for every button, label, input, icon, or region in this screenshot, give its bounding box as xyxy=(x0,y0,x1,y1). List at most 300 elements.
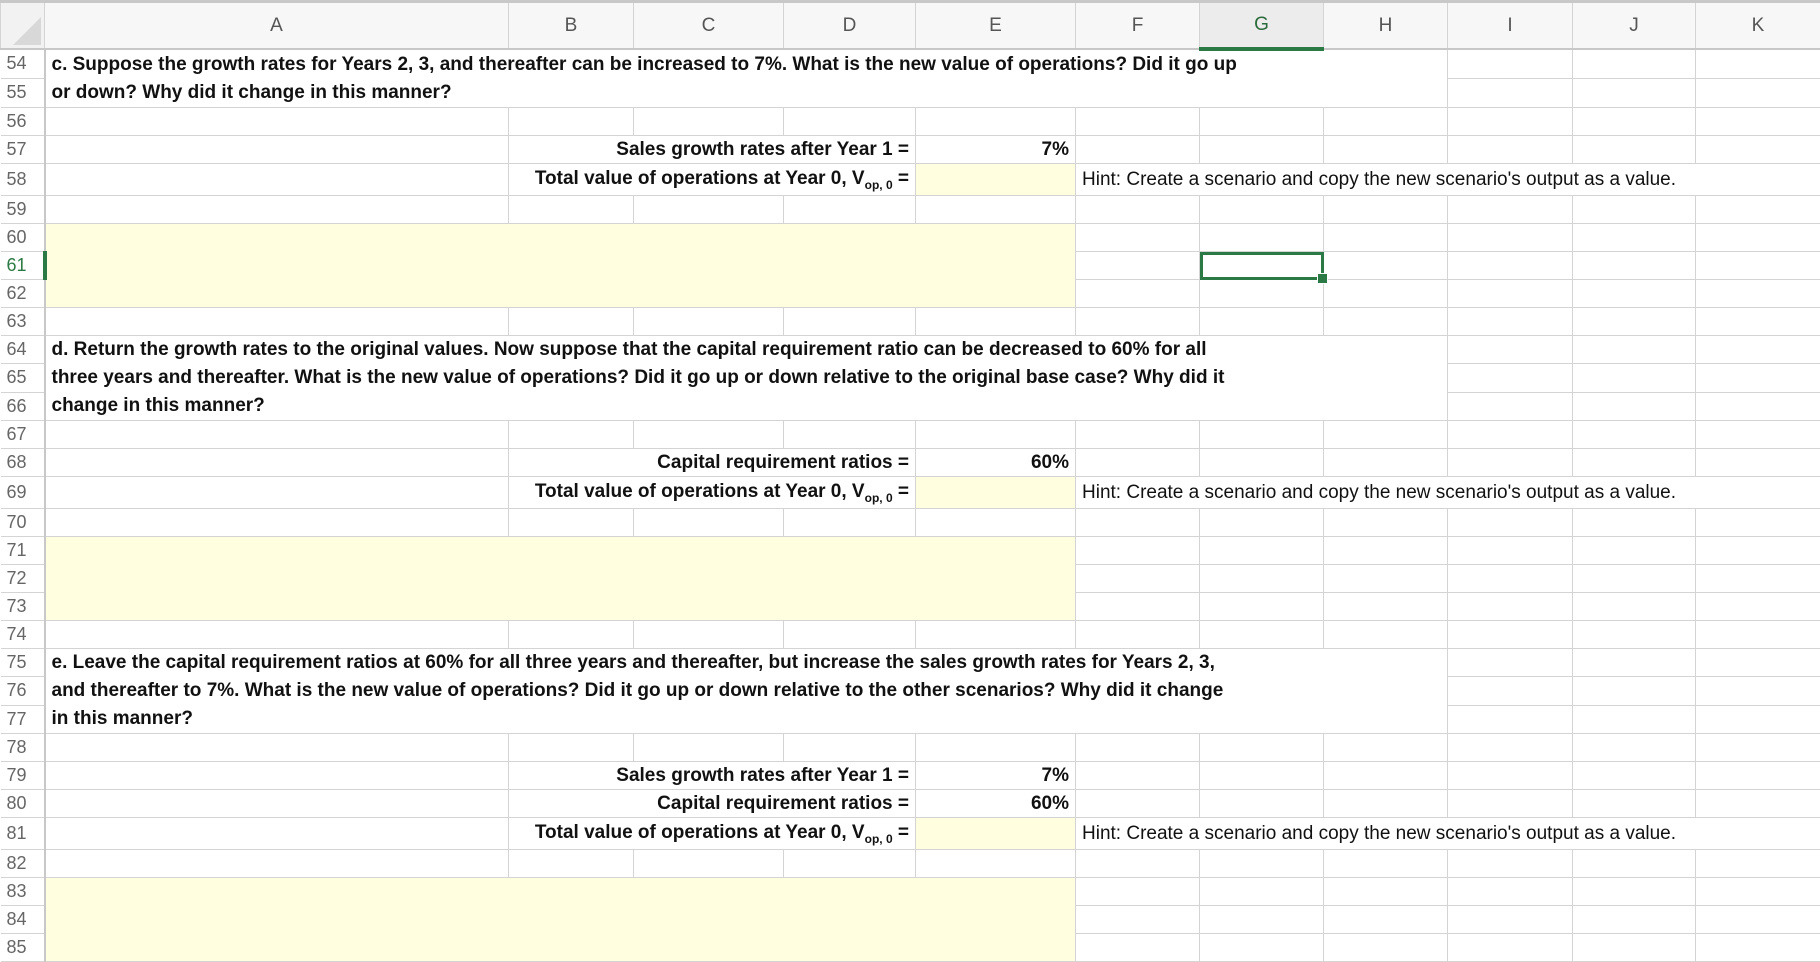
cell-g[interactable] xyxy=(1200,509,1324,537)
cell-j[interactable] xyxy=(1573,649,1696,677)
cell-h[interactable] xyxy=(1324,906,1448,934)
cell-j[interactable] xyxy=(1573,621,1696,649)
cell-h[interactable] xyxy=(1324,790,1448,818)
cell-g[interactable] xyxy=(1200,878,1324,906)
cell-i[interactable] xyxy=(1448,850,1573,878)
question-line: c. Suppose the growth rates for Years 2, 3, and thereafter can be increased to 7%. What is the new value of operations? Did it go up xyxy=(52,51,1442,79)
cell-a[interactable] xyxy=(45,734,509,762)
column-header-a[interactable]: A xyxy=(45,2,509,50)
cell-k[interactable] xyxy=(1696,196,1820,224)
row-header[interactable]: 68 xyxy=(1,449,45,477)
cell-h[interactable] xyxy=(1324,252,1448,280)
cell-j[interactable] xyxy=(1573,449,1696,477)
cell-g[interactable] xyxy=(1200,762,1324,790)
cell-f[interactable] xyxy=(1076,308,1200,336)
column-header-c[interactable]: C xyxy=(634,2,784,50)
cell-f[interactable] xyxy=(1076,593,1200,621)
cell-i[interactable] xyxy=(1448,421,1573,449)
cell-a[interactable] xyxy=(45,449,509,477)
cell-f[interactable] xyxy=(1076,421,1200,449)
cell-h[interactable] xyxy=(1324,196,1448,224)
cell-g[interactable] xyxy=(1200,108,1324,136)
cell-a[interactable] xyxy=(45,164,509,196)
row-header[interactable]: 57 xyxy=(1,136,45,164)
cell-f[interactable] xyxy=(1076,136,1200,164)
label-sales-growth[interactable]: Sales growth rates after Year 1 = xyxy=(509,762,916,790)
total-value-label: Total value of operations at Year 0, V xyxy=(535,481,865,502)
sheet-row xyxy=(1,308,1820,336)
cell-d[interactable] xyxy=(784,308,916,336)
label-total-value-d[interactable] xyxy=(509,477,916,509)
row-header[interactable]: 62 xyxy=(1,280,45,308)
row-header[interactable]: 81 xyxy=(1,818,45,850)
row-header[interactable]: 66 xyxy=(1,392,45,420)
cell-g[interactable] xyxy=(1200,224,1324,252)
cell-h[interactable] xyxy=(1324,224,1448,252)
cell-j[interactable] xyxy=(1573,790,1696,818)
cell-j[interactable] xyxy=(1573,196,1696,224)
cell-g[interactable] xyxy=(1200,449,1324,477)
cell-b[interactable] xyxy=(509,621,634,649)
cell-i[interactable] xyxy=(1448,565,1573,593)
sheet-row xyxy=(1,108,1820,136)
cell-i[interactable] xyxy=(1448,878,1573,906)
total-value-input-e[interactable] xyxy=(916,818,1076,850)
cell-a[interactable] xyxy=(45,850,509,878)
cell-b[interactable] xyxy=(509,421,634,449)
cell-h[interactable] xyxy=(1324,421,1448,449)
cell-e[interactable] xyxy=(916,850,1076,878)
cell-a[interactable] xyxy=(45,308,509,336)
cell-g[interactable] xyxy=(1200,280,1324,308)
row-header[interactable]: 70 xyxy=(1,509,45,537)
cell-k[interactable] xyxy=(1696,49,1820,78)
cell-e[interactable] xyxy=(916,108,1076,136)
cell-d[interactable] xyxy=(784,734,916,762)
cell-j[interactable] xyxy=(1573,392,1696,420)
cell-f[interactable] xyxy=(1076,509,1200,537)
row-header[interactable]: 84 xyxy=(1,906,45,934)
row-header[interactable]: 56 xyxy=(1,108,45,136)
cell-f[interactable] xyxy=(1076,621,1200,649)
fill-handle[interactable] xyxy=(1317,273,1328,284)
column-header-d[interactable]: D xyxy=(784,2,916,50)
row-header[interactable]: 82 xyxy=(1,850,45,878)
cell-e[interactable] xyxy=(916,509,1076,537)
cell-c[interactable] xyxy=(634,850,784,878)
sheet-row xyxy=(1,649,1820,677)
cell-i[interactable] xyxy=(1448,196,1573,224)
row-header[interactable]: 76 xyxy=(1,677,45,705)
question-line: and thereafter to 7%. What is the new value of operations? Did it go up or down relative to the other scenarios? Why did it change xyxy=(52,677,1442,705)
cell-j[interactable] xyxy=(1573,593,1696,621)
cell-g[interactable] xyxy=(1200,621,1324,649)
cell-k[interactable] xyxy=(1696,593,1820,621)
column-header-g[interactable]: G xyxy=(1200,2,1324,50)
cell-j[interactable] xyxy=(1573,108,1696,136)
cell-g[interactable] xyxy=(1200,136,1324,164)
row-header[interactable]: 71 xyxy=(1,537,45,565)
cell-k[interactable] xyxy=(1696,621,1820,649)
cell-h[interactable] xyxy=(1324,509,1448,537)
cell-h[interactable] xyxy=(1324,621,1448,649)
question-line: change in this manner? xyxy=(52,392,1442,420)
column-header-f[interactable]: F xyxy=(1076,2,1200,50)
cell-k[interactable] xyxy=(1696,336,1820,364)
cell-k[interactable] xyxy=(1696,252,1820,280)
cell-j[interactable] xyxy=(1573,336,1696,364)
row-header[interactable]: 83 xyxy=(1,878,45,906)
total-value-input-c[interactable] xyxy=(916,164,1076,196)
cell-f[interactable] xyxy=(1076,734,1200,762)
cell-k[interactable] xyxy=(1696,224,1820,252)
cell-j[interactable] xyxy=(1573,252,1696,280)
cell-j[interactable] xyxy=(1573,734,1696,762)
sheet-row xyxy=(1,790,1820,818)
total-value-equals: = xyxy=(893,822,909,843)
row-header[interactable]: 85 xyxy=(1,934,45,962)
sheet-row xyxy=(1,164,1820,196)
cell-j[interactable] xyxy=(1573,705,1696,733)
cell-k[interactable] xyxy=(1696,790,1820,818)
cell-e[interactable] xyxy=(916,421,1076,449)
cell-f[interactable] xyxy=(1076,224,1200,252)
answer-area-c[interactable] xyxy=(45,224,1076,308)
cell-j[interactable] xyxy=(1573,934,1696,962)
cell-j[interactable] xyxy=(1573,308,1696,336)
cell-i[interactable] xyxy=(1448,280,1573,308)
cell-j[interactable] xyxy=(1573,537,1696,565)
cell-h[interactable] xyxy=(1324,308,1448,336)
cell-d[interactable] xyxy=(784,421,916,449)
hint-text-e[interactable]: Hint: Create a scenario and copy the new scenario's output as a value. xyxy=(1076,818,1820,850)
row-header[interactable]: 80 xyxy=(1,790,45,818)
cell-i[interactable] xyxy=(1448,252,1573,280)
cell-j[interactable] xyxy=(1573,421,1696,449)
row-header[interactable]: 77 xyxy=(1,705,45,733)
row-header[interactable]: 64 xyxy=(1,336,45,364)
row-header[interactable]: 73 xyxy=(1,593,45,621)
row-header[interactable]: 69 xyxy=(1,477,45,509)
cell-b[interactable] xyxy=(509,850,634,878)
cell-h[interactable] xyxy=(1324,934,1448,962)
row-header[interactable]: 75 xyxy=(1,649,45,677)
sheet-row xyxy=(1,734,1820,762)
column-header-b[interactable]: B xyxy=(509,2,634,50)
cell-i[interactable] xyxy=(1448,677,1573,705)
cell-c[interactable] xyxy=(634,421,784,449)
cell-b[interactable] xyxy=(509,734,634,762)
cell-h[interactable] xyxy=(1324,850,1448,878)
row-header[interactable]: 58 xyxy=(1,164,45,196)
cell-h[interactable] xyxy=(1324,537,1448,565)
question-line: or down? Why did it change in this manner? xyxy=(52,79,1442,107)
cell-d[interactable] xyxy=(784,621,916,649)
cell-h[interactable] xyxy=(1324,734,1448,762)
sheet-row xyxy=(1,878,1820,906)
cell-j[interactable] xyxy=(1573,677,1696,705)
label-total-value-e[interactable] xyxy=(509,818,916,850)
cell-a[interactable] xyxy=(45,421,509,449)
sheet-row xyxy=(1,850,1820,878)
cell-a[interactable] xyxy=(45,108,509,136)
cell-a[interactable] xyxy=(45,621,509,649)
cell-a[interactable] xyxy=(45,196,509,224)
label-capital-req[interactable]: Capital requirement ratios = xyxy=(509,449,916,477)
cell-f[interactable] xyxy=(1076,108,1200,136)
total-value-equals: = xyxy=(893,168,909,189)
cell-j[interactable] xyxy=(1573,49,1696,78)
cell-b[interactable] xyxy=(509,108,634,136)
cell-i[interactable] xyxy=(1448,308,1573,336)
column-header-k[interactable]: K xyxy=(1696,2,1820,50)
cell-k[interactable] xyxy=(1696,364,1820,392)
selected-cell-g61[interactable] xyxy=(1200,252,1324,280)
sheet-row xyxy=(1,449,1820,477)
question-d-text[interactable] xyxy=(45,336,1448,421)
cell-i[interactable] xyxy=(1448,734,1573,762)
row-header[interactable]: 74 xyxy=(1,621,45,649)
sheet-row xyxy=(1,537,1820,565)
row-header[interactable]: 78 xyxy=(1,734,45,762)
cell-g[interactable] xyxy=(1200,906,1324,934)
row-header[interactable]: 65 xyxy=(1,364,45,392)
value-d-capital-req[interactable]: 60% xyxy=(916,449,1076,477)
sheet-row xyxy=(1,421,1820,449)
cell-d[interactable] xyxy=(784,108,916,136)
cell-j[interactable] xyxy=(1573,364,1696,392)
cell-g[interactable] xyxy=(1200,537,1324,565)
cell-c[interactable] xyxy=(634,621,784,649)
row-header[interactable]: 55 xyxy=(1,78,45,107)
cell-c[interactable] xyxy=(634,108,784,136)
row-header[interactable]: 54 xyxy=(1,49,45,78)
label-capital-req[interactable]: Capital requirement ratios = xyxy=(509,790,916,818)
hint-text-c[interactable]: Hint: Create a scenario and copy the new scenario's output as a value. xyxy=(1076,164,1820,196)
cell-i[interactable] xyxy=(1448,449,1573,477)
cell-k[interactable] xyxy=(1696,280,1820,308)
cell-d[interactable] xyxy=(784,850,916,878)
sheet-row xyxy=(1,762,1820,790)
sheet-row xyxy=(1,477,1820,509)
cell-e[interactable] xyxy=(916,196,1076,224)
cell-k[interactable] xyxy=(1696,449,1820,477)
cell-j[interactable] xyxy=(1573,906,1696,934)
answer-area-d[interactable] xyxy=(45,537,1076,621)
total-value-subscript: op, 0 xyxy=(865,177,893,191)
cell-i[interactable] xyxy=(1448,336,1573,364)
cell-g[interactable] xyxy=(1200,593,1324,621)
cell-k[interactable] xyxy=(1696,762,1820,790)
cell-i[interactable] xyxy=(1448,621,1573,649)
select-all-corner[interactable] xyxy=(1,2,45,50)
cell-i[interactable] xyxy=(1448,78,1573,107)
cell-e[interactable] xyxy=(916,621,1076,649)
cell-h[interactable] xyxy=(1324,565,1448,593)
cell-f[interactable] xyxy=(1076,565,1200,593)
cell-i[interactable] xyxy=(1448,224,1573,252)
cell-j[interactable] xyxy=(1573,280,1696,308)
row-header[interactable]: 59 xyxy=(1,196,45,224)
column-header-j[interactable]: J xyxy=(1573,2,1696,50)
sheet-row xyxy=(1,818,1820,850)
cell-k[interactable] xyxy=(1696,537,1820,565)
cell-i[interactable] xyxy=(1448,364,1573,392)
row-header[interactable]: 79 xyxy=(1,762,45,790)
cell-k[interactable] xyxy=(1696,509,1820,537)
cell-i[interactable] xyxy=(1448,593,1573,621)
cell-i[interactable] xyxy=(1448,934,1573,962)
cell-f[interactable] xyxy=(1076,906,1200,934)
sheet-row xyxy=(1,49,1820,78)
cell-h[interactable] xyxy=(1324,762,1448,790)
cell-k[interactable] xyxy=(1696,677,1820,705)
row-header[interactable]: 63 xyxy=(1,308,45,336)
cell-k[interactable] xyxy=(1696,421,1820,449)
cell-k[interactable] xyxy=(1696,850,1820,878)
cell-d[interactable] xyxy=(784,509,916,537)
cell-b[interactable] xyxy=(509,308,634,336)
cell-i[interactable] xyxy=(1448,790,1573,818)
cell-k[interactable] xyxy=(1696,934,1820,962)
total-value-subscript: op, 0 xyxy=(865,490,893,504)
cell-f[interactable] xyxy=(1076,878,1200,906)
value-e-capital-req[interactable]: 60% xyxy=(916,790,1076,818)
cell-i[interactable] xyxy=(1448,49,1573,78)
cell-j[interactable] xyxy=(1573,136,1696,164)
cell-f[interactable] xyxy=(1076,280,1200,308)
cell-a[interactable] xyxy=(45,818,509,850)
cell-h[interactable] xyxy=(1324,593,1448,621)
cell-g[interactable] xyxy=(1200,934,1324,962)
cell-i[interactable] xyxy=(1448,108,1573,136)
cell-i[interactable] xyxy=(1448,762,1573,790)
cell-a[interactable] xyxy=(45,136,509,164)
cell-a[interactable] xyxy=(45,477,509,509)
total-value-equals: = xyxy=(893,481,909,502)
total-value-label: Total value of operations at Year 0, V xyxy=(535,822,865,843)
sheet-row xyxy=(1,336,1820,364)
total-value-label: Total value of operations at Year 0, V xyxy=(535,168,865,189)
cell-e[interactable] xyxy=(916,734,1076,762)
cell-f[interactable] xyxy=(1076,252,1200,280)
cell-j[interactable] xyxy=(1573,509,1696,537)
answer-area-e[interactable] xyxy=(45,878,1076,962)
cell-j[interactable] xyxy=(1573,762,1696,790)
question-line: in this manner? xyxy=(52,705,1442,733)
question-line: three years and thereafter. What is the new value of operations? Did it go up or down relative to the original base case? Why did it xyxy=(52,364,1442,392)
cell-j[interactable] xyxy=(1573,565,1696,593)
cell-i[interactable] xyxy=(1448,537,1573,565)
cell-f[interactable] xyxy=(1076,537,1200,565)
label-total-value-c[interactable] xyxy=(509,164,916,196)
cell-g[interactable] xyxy=(1200,196,1324,224)
cell-k[interactable] xyxy=(1696,878,1820,906)
cell-k[interactable] xyxy=(1696,78,1820,107)
row-header[interactable]: 61 xyxy=(1,252,45,280)
sheet-row xyxy=(1,509,1820,537)
sheet-row xyxy=(1,136,1820,164)
cell-g[interactable] xyxy=(1200,565,1324,593)
cell-c[interactable] xyxy=(634,734,784,762)
cell-f[interactable] xyxy=(1076,850,1200,878)
cell-h[interactable] xyxy=(1324,878,1448,906)
cell-f[interactable] xyxy=(1076,762,1200,790)
cell-k[interactable] xyxy=(1696,108,1820,136)
cell-f[interactable] xyxy=(1076,790,1200,818)
row-header[interactable]: 67 xyxy=(1,421,45,449)
sheet-row xyxy=(1,224,1820,252)
value-c-sales-growth[interactable]: 7% xyxy=(916,136,1076,164)
row-header[interactable]: 60 xyxy=(1,224,45,252)
cell-j[interactable] xyxy=(1573,78,1696,107)
cell-j[interactable] xyxy=(1573,878,1696,906)
cell-k[interactable] xyxy=(1696,734,1820,762)
cell-h[interactable] xyxy=(1324,136,1448,164)
cell-f[interactable] xyxy=(1076,934,1200,962)
cell-k[interactable] xyxy=(1696,565,1820,593)
cell-h[interactable] xyxy=(1324,108,1448,136)
cell-f[interactable] xyxy=(1076,449,1200,477)
hint-text-d[interactable]: Hint: Create a scenario and copy the new scenario's output as a value. xyxy=(1076,477,1820,509)
cell-a[interactable] xyxy=(45,790,509,818)
cell-i[interactable] xyxy=(1448,509,1573,537)
cell-f[interactable] xyxy=(1076,196,1200,224)
cell-i[interactable] xyxy=(1448,392,1573,420)
column-header-e[interactable]: E xyxy=(916,2,1076,50)
cell-i[interactable] xyxy=(1448,705,1573,733)
row-header[interactable]: 72 xyxy=(1,565,45,593)
cell-k[interactable] xyxy=(1696,308,1820,336)
cell-k[interactable] xyxy=(1696,705,1820,733)
sheet-row xyxy=(1,621,1820,649)
cell-j[interactable] xyxy=(1573,850,1696,878)
cell-a[interactable] xyxy=(45,762,509,790)
cell-g[interactable] xyxy=(1200,421,1324,449)
cell-j[interactable] xyxy=(1573,224,1696,252)
cell-g[interactable] xyxy=(1200,734,1324,762)
cell-k[interactable] xyxy=(1696,136,1820,164)
cell-d[interactable] xyxy=(784,196,916,224)
column-header-i[interactable]: I xyxy=(1448,2,1573,50)
cell-k[interactable] xyxy=(1696,392,1820,420)
cell-e[interactable] xyxy=(916,308,1076,336)
question-c-text[interactable] xyxy=(45,49,1448,108)
cell-g[interactable] xyxy=(1200,308,1324,336)
cell-g[interactable] xyxy=(1200,850,1324,878)
cell-a[interactable] xyxy=(45,509,509,537)
label-sales-growth[interactable]: Sales growth rates after Year 1 = xyxy=(509,136,916,164)
cell-i[interactable] xyxy=(1448,649,1573,677)
cell-c[interactable] xyxy=(634,509,784,537)
value-e-sales-growth[interactable]: 7% xyxy=(916,762,1076,790)
total-value-input-d[interactable] xyxy=(916,477,1076,509)
column-header-h[interactable]: H xyxy=(1324,2,1448,50)
cell-b[interactable] xyxy=(509,509,634,537)
cell-h[interactable] xyxy=(1324,449,1448,477)
cell-k[interactable] xyxy=(1696,906,1820,934)
cell-g[interactable] xyxy=(1200,790,1324,818)
question-e-text[interactable] xyxy=(45,649,1448,734)
cell-k[interactable] xyxy=(1696,649,1820,677)
cell-c[interactable] xyxy=(634,308,784,336)
question-line: d. Return the growth rates to the original values. Now suppose that the capital requirement ratio can be decreased to 60% for all xyxy=(52,336,1442,364)
cell-i[interactable] xyxy=(1448,136,1573,164)
cell-b[interactable] xyxy=(509,196,634,224)
cell-i[interactable] xyxy=(1448,906,1573,934)
cell-c[interactable] xyxy=(634,196,784,224)
cell-h[interactable] xyxy=(1324,280,1448,308)
